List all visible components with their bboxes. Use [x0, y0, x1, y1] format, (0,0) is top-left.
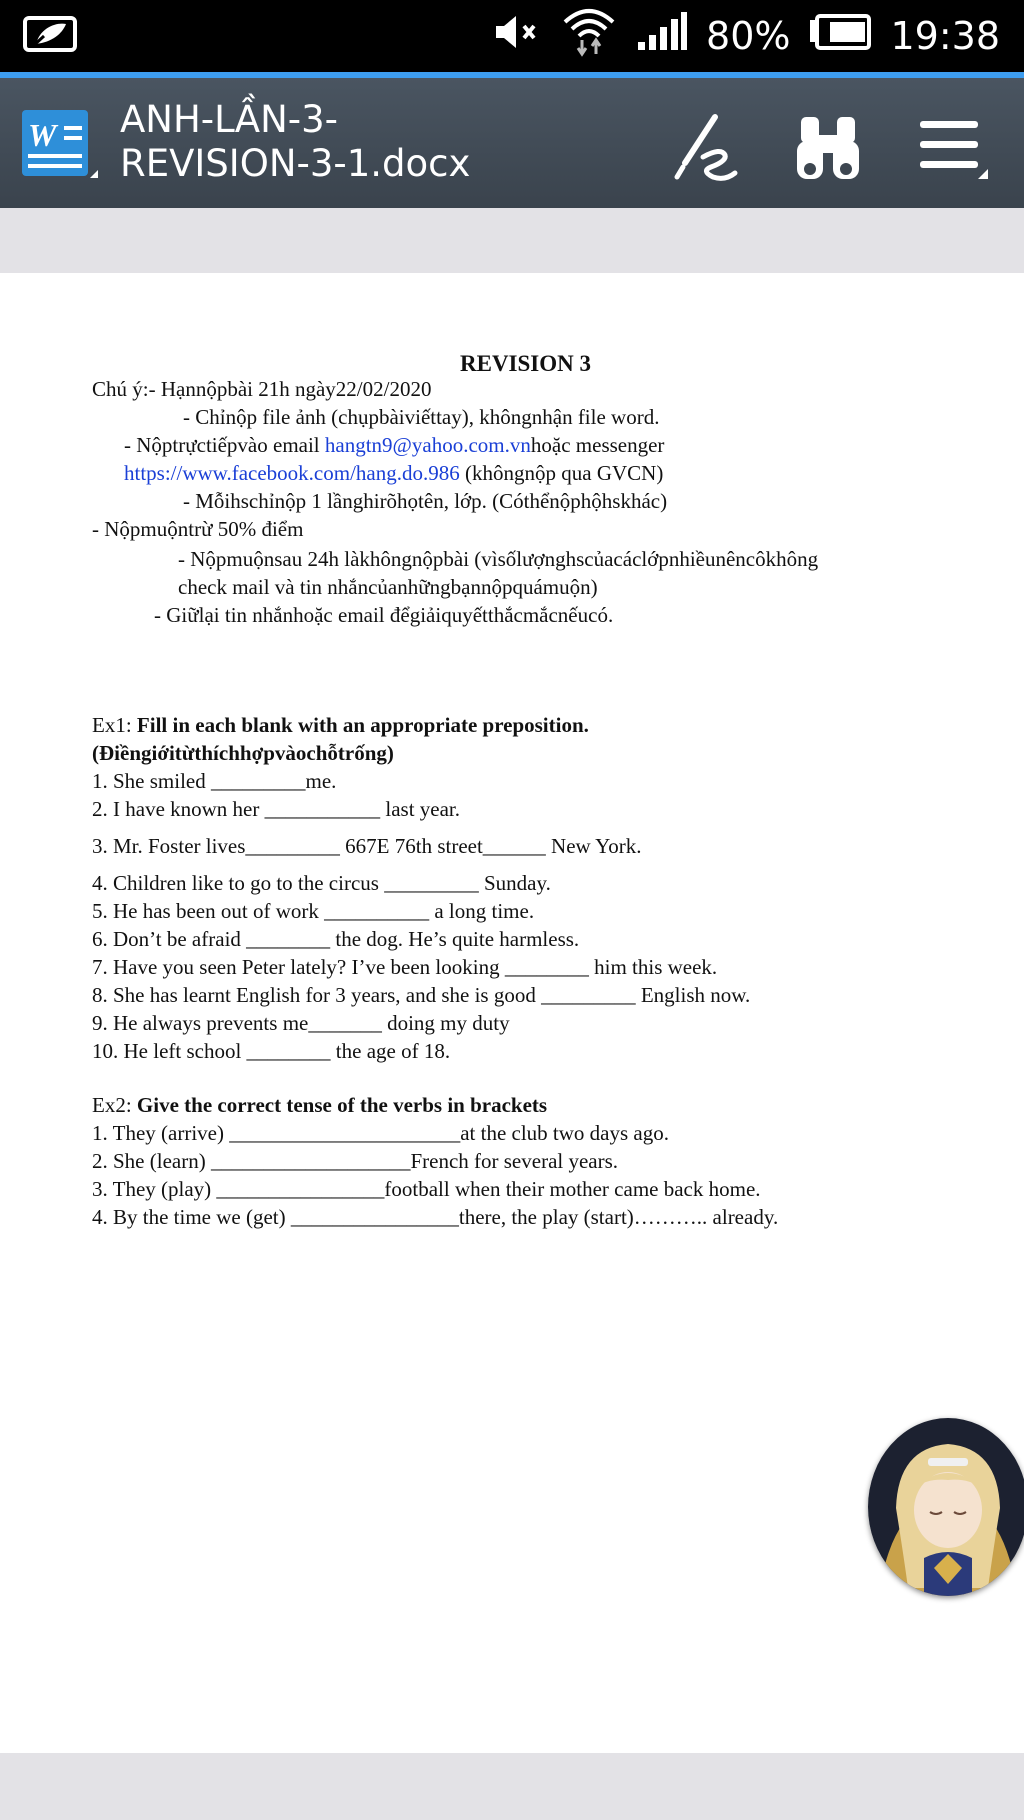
mute-icon — [492, 12, 542, 61]
exercise-item: 4. By the time we (get) ________________there, the play (start)……….. already. — [92, 1205, 779, 1229]
exercise-item: 5. He has been out of work __________ a long time. — [92, 899, 535, 923]
exercise-item: 4. Children like to go to the circus _________ Sunday. — [92, 871, 551, 895]
clock-time: 19:38 — [890, 14, 1000, 58]
exercise-item: 1. She smiled _________me. — [92, 769, 337, 793]
note-line: check mail và tin nhắncủanhữngbạnnộpquámuộn) — [178, 575, 598, 599]
document-title[interactable] — [120, 98, 470, 186]
ex1-header — [92, 713, 589, 738]
note-line: - Giữlại tin nhắnhoặc email đểgiảiquyếtthắcmắcnếucó. — [154, 603, 614, 627]
exercise-item: 10. He left school ________ the age of 18. — [92, 1039, 451, 1063]
document-title-line1: ANH-LẦN-3- — [120, 98, 339, 141]
signal-icon — [636, 12, 688, 61]
ex2-label: Ex2: — [92, 1093, 132, 1117]
exercise-item: 8. She has learnt English for 3 years, and she is good _________ English now. — [92, 983, 751, 1007]
facebook-link[interactable]: https://www.facebook.com/hang.do.986 — [124, 461, 460, 485]
note-text: hoặc messenger — [530, 433, 665, 457]
binoculars-search-icon[interactable] — [788, 108, 868, 188]
wifi-icon — [560, 4, 618, 69]
screenshot-notification-icon — [22, 14, 80, 58]
note-line: - Nộpmuộnsau 24h làkhôngnộpbài (vìsốlượnghscủacáclớpnhiềunêncôkhông — [178, 547, 819, 571]
svg-text:W: W — [28, 117, 57, 153]
ex1-label: Ex1: — [92, 713, 132, 737]
exercise-item: 1. They (arrive) ______________________at the club two days ago. — [92, 1121, 669, 1145]
ex1-subtitle: (Điềngiớitừthíchhợpvàochỗtrống) — [92, 741, 394, 765]
note-line: - Mỗihschỉnộp 1 lầnghirõhọtên, lớp. (Cóthểnộphộhskhác) — [183, 489, 668, 513]
battery-percent: 80% — [706, 14, 791, 58]
note-line: - Chỉnộp file ảnh (chụpbàiviếttay), khôngnhận file word. — [183, 405, 660, 429]
word-doc-icon[interactable] — [20, 108, 100, 193]
note-line — [124, 433, 664, 458]
ex2-header — [92, 1093, 547, 1118]
exercise-item: 2. She (learn) ___________________French for several years. — [92, 1149, 619, 1173]
ex2-title: Give the correct tense of the verbs in brackets — [136, 1093, 548, 1117]
exercise-item: 7. Have you seen Peter lately? I’ve been looking ________ him this week. — [92, 955, 718, 979]
note-line — [124, 461, 663, 486]
status-bar — [0, 0, 1024, 72]
document-title-line2: REVISION-3-1.docx — [120, 142, 471, 185]
email-link[interactable]: hangtn9@yahoo.com.vn — [324, 433, 531, 457]
menu-icon[interactable] — [914, 108, 994, 188]
pen-annotate-icon[interactable] — [662, 108, 742, 188]
note-line: - Nộpmuộntrừ 50% điểm — [92, 517, 304, 541]
document-heading: REVISION 3 — [460, 351, 592, 376]
exercise-item: 3. They (play) ________________football when their mother came back home. — [92, 1177, 761, 1201]
note-line: Chú ý:- Hạnnộpbài 21h ngày22/02/2020 — [92, 377, 432, 401]
page-gap-top — [0, 208, 1024, 273]
app-toolbar — [0, 78, 1024, 208]
note-text: - Nộptrựctiếpvào email — [124, 433, 320, 457]
page-gap-bottom — [0, 1753, 1024, 1820]
exercise-item: 2. I have known her ___________ last year. — [92, 797, 461, 821]
exercise-item: 9. He always prevents me_______ doing my duty — [92, 1011, 510, 1035]
ex1-title: Fill in each blank with an appropriate preposition. — [136, 713, 589, 737]
chat-head-avatar-icon[interactable] — [868, 1418, 1024, 1596]
battery-icon — [808, 14, 872, 59]
exercise-item: 3. Mr. Foster lives_________ 667E 76th street______ New York. — [92, 834, 642, 858]
exercise-item: 6. Don’t be afraid ________ the dog. He’s quite harmless. — [92, 927, 580, 951]
note-text: (khôngnộp qua GVCN) — [465, 461, 664, 485]
